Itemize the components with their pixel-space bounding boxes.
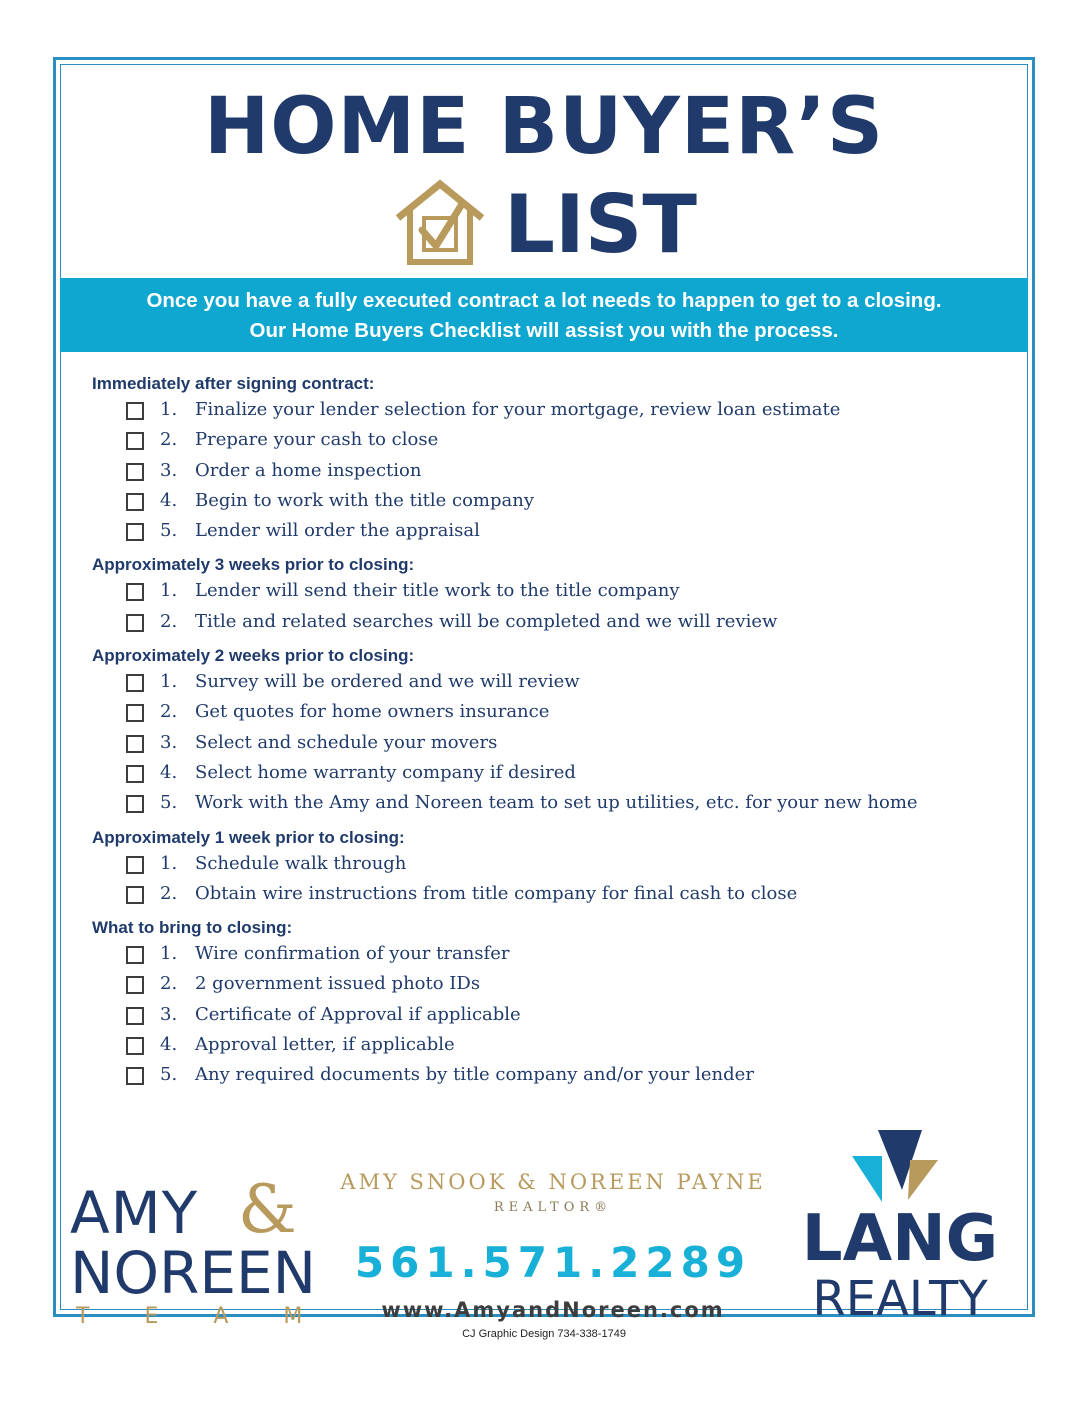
item-text: Prepare your cash to close xyxy=(195,429,439,451)
house-check-icon xyxy=(392,178,488,268)
lang-realty-logo xyxy=(790,1128,1010,1327)
section-title: Approximately 2 weeks prior to closing: xyxy=(92,646,415,666)
item-text: Lender will order the appraisal xyxy=(195,520,480,542)
checkbox[interactable] xyxy=(126,946,144,964)
phone-number[interactable]: 561.571.2289 xyxy=(354,1238,752,1287)
item-text: Schedule walk through xyxy=(195,852,407,874)
checkbox[interactable] xyxy=(126,886,144,904)
checkbox[interactable] xyxy=(126,493,144,511)
checklist-section xyxy=(92,826,992,911)
item-number: 1. xyxy=(160,399,178,420)
item-number: 1. xyxy=(160,580,178,602)
checklist-section xyxy=(92,553,992,638)
item-text: Survey will be ordered and we will review xyxy=(195,671,580,693)
checklist-item xyxy=(92,457,992,487)
item-number: 3. xyxy=(160,459,178,481)
checklist xyxy=(92,372,992,1098)
checkbox[interactable] xyxy=(126,432,144,450)
item-text: Lender will send their title work to the title company xyxy=(195,580,680,602)
item-number: 2. xyxy=(160,882,178,904)
item-number: 4. xyxy=(160,489,178,511)
item-number: 2. xyxy=(160,701,178,723)
intro-banner xyxy=(60,278,1028,352)
title-line2: LIST xyxy=(504,178,697,271)
item-text: Get quotes for home owners insurance xyxy=(195,701,550,723)
checklist-item xyxy=(92,608,992,638)
checklist-item xyxy=(92,487,992,517)
item-number: 4. xyxy=(160,761,178,783)
item-text: Order a home inspection xyxy=(195,459,422,481)
checkbox[interactable] xyxy=(126,735,144,753)
item-number: 4. xyxy=(160,1034,178,1056)
item-number: 2. xyxy=(160,973,178,995)
item-text: Begin to work with the title company xyxy=(195,489,535,511)
checklist-item xyxy=(92,940,992,970)
checklist-item xyxy=(92,426,992,456)
checklist-item xyxy=(92,729,992,759)
website-link[interactable]: www.AmyandNoreen.com xyxy=(381,1298,725,1322)
checkbox[interactable] xyxy=(126,795,144,813)
checkbox[interactable] xyxy=(126,614,144,632)
checklist-item xyxy=(92,1001,992,1031)
checkbox[interactable] xyxy=(126,1067,144,1085)
item-number: 5. xyxy=(160,1064,178,1086)
checkbox[interactable] xyxy=(126,856,144,874)
item-text: Finalize your lender selection for your mortgage, review loan estimate xyxy=(195,399,841,420)
agent-names: AMY SNOOK & NOREEN PAYNE xyxy=(340,1170,766,1194)
checkbox[interactable] xyxy=(126,583,144,601)
amy-noreen-team-logo xyxy=(70,1171,358,1329)
section-title: What to bring to closing: xyxy=(92,918,293,938)
checklist-item xyxy=(92,1031,992,1061)
checklist-item xyxy=(92,698,992,728)
item-text: Title and related searches will be completed and we will review xyxy=(195,610,778,632)
checklist-item xyxy=(92,577,992,607)
logo-ampersand: & xyxy=(238,1171,297,1248)
item-number: 2. xyxy=(160,610,178,632)
checklist-item xyxy=(92,850,992,880)
checkbox[interactable] xyxy=(126,402,144,420)
item-text: Wire confirmation of your transfer xyxy=(195,943,510,965)
checkbox[interactable] xyxy=(126,674,144,692)
checklist-item xyxy=(92,396,992,426)
section-title: Immediately after signing contract: xyxy=(92,374,375,393)
item-text: 2 government issued photo IDs xyxy=(195,973,481,995)
item-text: Select and schedule your movers xyxy=(195,731,498,753)
banner-line2: Our Home Buyers Checklist will assist you with the process. xyxy=(249,319,839,342)
section-title: Approximately 1 week prior to closing: xyxy=(92,827,405,847)
item-number: 1. xyxy=(160,852,178,874)
logo-noreen: NOREEN xyxy=(70,1239,317,1307)
lang-realty-mark-icon xyxy=(790,1128,1010,1208)
logo-realty: REALTY xyxy=(812,1271,988,1327)
checkbox[interactable] xyxy=(126,765,144,783)
realtor-label: REALTOR® xyxy=(493,1200,613,1215)
item-number: 5. xyxy=(160,792,178,814)
checklist-section xyxy=(92,644,992,819)
checkbox[interactable] xyxy=(126,704,144,722)
item-text: Approval letter, if applicable xyxy=(195,1034,455,1056)
section-title: Approximately 3 weeks prior to closing: xyxy=(92,555,415,575)
logo-team: TEAM xyxy=(76,1304,358,1329)
checklist-item xyxy=(92,668,992,698)
checkbox[interactable] xyxy=(126,523,144,541)
checkbox[interactable] xyxy=(126,976,144,994)
checkbox[interactable] xyxy=(126,463,144,481)
item-number: 5. xyxy=(160,520,178,542)
logo-amy: AMY xyxy=(70,1179,199,1247)
item-number: 3. xyxy=(160,1003,178,1025)
item-number: 3. xyxy=(160,731,178,753)
item-text: Work with the Amy and Noreen team to set up utilities, etc. for your new home xyxy=(195,792,918,814)
checklist-item xyxy=(92,970,992,1000)
checklist-item xyxy=(92,759,992,789)
checkbox[interactable] xyxy=(126,1037,144,1055)
item-number: 1. xyxy=(160,943,178,965)
design-credit: CJ Graphic Design 734-338-1749 xyxy=(462,1328,626,1340)
item-text: Certificate of Approval if applicable xyxy=(195,1003,521,1025)
title-line1: HOME BUYER’S xyxy=(203,82,885,172)
item-text: Select home warranty company if desired xyxy=(195,761,576,783)
item-number: 2. xyxy=(160,429,178,451)
checklist-item xyxy=(92,517,992,547)
checklist-section xyxy=(92,372,992,547)
checklist-item xyxy=(92,880,992,910)
item-text: Obtain wire instructions from title company for final cash to close xyxy=(195,882,798,904)
checklist-item xyxy=(92,1061,992,1091)
item-number: 1. xyxy=(160,671,178,693)
item-text: Any required documents by title company and/or your lender xyxy=(195,1064,754,1086)
title-line2-row xyxy=(0,178,1088,273)
logo-lang: LANG xyxy=(801,1202,999,1276)
checklist-item xyxy=(92,789,992,819)
checklist-section xyxy=(92,916,992,1091)
checkbox[interactable] xyxy=(126,1007,144,1025)
banner-line1: Once you have a fully executed contract a lot needs to happen to get to a closing. xyxy=(146,289,942,312)
